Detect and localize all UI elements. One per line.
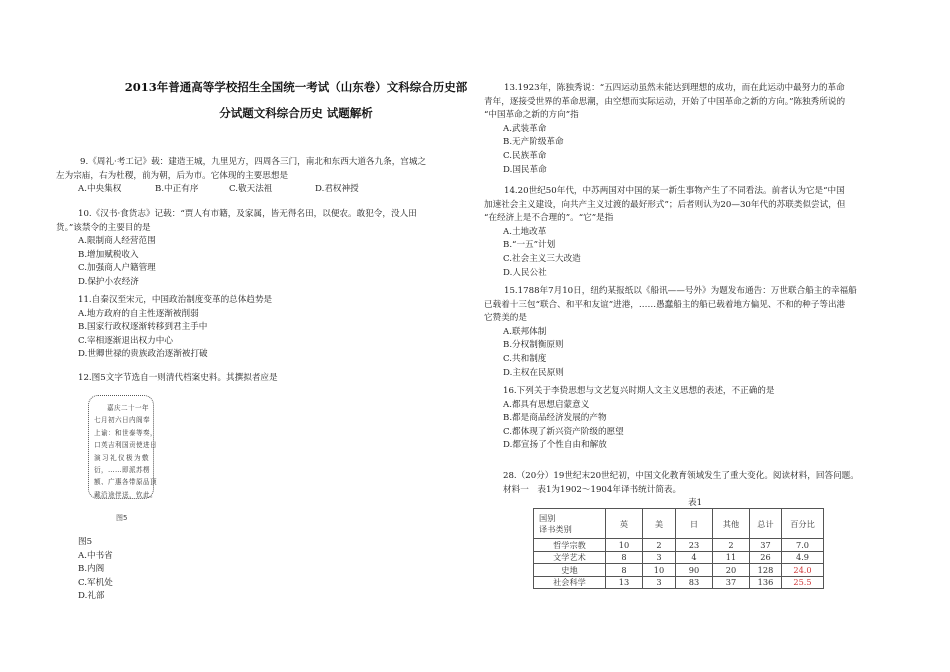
cell: 37: [713, 576, 750, 589]
option-d[interactable]: D.君权神授: [315, 184, 359, 195]
option-c[interactable]: C.都体现了新兴资产阶级的愿望: [503, 426, 624, 437]
row-category: 史地: [534, 564, 606, 577]
cell: 11: [713, 551, 750, 564]
row-category: 文学艺术: [534, 551, 606, 564]
option-b[interactable]: B.“一五”计划: [503, 240, 556, 251]
cell: 8: [606, 564, 643, 577]
column-header: 百分比: [782, 509, 824, 539]
option-c[interactable]: C.加强商人户籍管理: [78, 263, 156, 274]
question-14-options: [484, 226, 924, 280]
question-15-stem-line1: 15.1788年7月10日，纽约某报纸以《船讯——号外》为题发布通告：万世联合船主的幸福船: [504, 286, 857, 296]
cell: 83: [676, 576, 713, 589]
option-a[interactable]: A.中央集权: [78, 184, 122, 195]
question-10: [58, 208, 478, 290]
option-d[interactable]: D.人民公社: [503, 267, 547, 278]
figure-line: 戴沿途伴送，钦此。: [94, 490, 157, 499]
question-12-stem: 12.图5文字节选自一则清代档案史料。其撰拟者应是: [78, 373, 278, 383]
figure-line: 嘉庆二十一年: [107, 404, 149, 412]
question-28: [503, 470, 943, 497]
question-11: [78, 294, 478, 362]
cell: 2: [643, 539, 676, 552]
option-d[interactable]: D.礼部: [78, 591, 105, 602]
figure-5-caption: 图5: [116, 514, 128, 522]
cell: 10: [643, 564, 676, 577]
cell: 10: [606, 539, 643, 552]
question-9-options: [58, 183, 478, 197]
option-a[interactable]: A.都具有思想启蒙意义: [503, 399, 590, 410]
cell-percent: 4.9: [782, 551, 824, 564]
cell: 128: [750, 564, 782, 577]
question-28-stem-line2: 材料一 表1为1902～1904年译书统计简表。: [503, 484, 682, 495]
question-9-stem-line1: 9.《周礼·考工记》载：建造王城，九里见方，四周各三门，南北和东西大道各九条，宫城之: [80, 157, 427, 167]
document-title-line1: 2013年普通高等学校招生全国统一考试（山东卷）文科综合历史部: [124, 80, 468, 94]
cell: 90: [676, 564, 713, 577]
cell: 37: [750, 539, 782, 552]
column-header: 其他: [713, 509, 750, 539]
figure-line: 上谕：和世泰等奏，: [94, 428, 157, 437]
table-1-translated-books: [533, 508, 824, 589]
option-b[interactable]: B.都是商品经济发展的产物: [503, 413, 607, 424]
option-b[interactable]: B.分权制衡原则: [503, 340, 564, 351]
corner-top-label: 国别: [539, 512, 556, 523]
question-15-stem-line3: 它赞美的是: [484, 313, 527, 324]
column-header: 英: [606, 509, 643, 539]
option-b[interactable]: B.增加赋税收入: [78, 249, 139, 260]
option-c[interactable]: C.民族革命: [503, 150, 547, 161]
option-c[interactable]: C.军机处: [78, 577, 113, 588]
option-a[interactable]: A.土地改革: [503, 226, 547, 237]
option-c[interactable]: C.社会主义三大改造: [503, 253, 581, 264]
cell-percent: 7.0: [782, 539, 824, 552]
option-d[interactable]: D.国民革命: [503, 164, 547, 175]
cell: 3: [643, 576, 676, 589]
cell: 2: [713, 539, 750, 552]
figure-line: 口英吉利国贡使进日: [94, 441, 157, 450]
option-b[interactable]: B.无产阶级革命: [503, 137, 564, 148]
question-14-stem-line2: 加速社会主义建设，向共产主义过渡的最好形式”；后者则认为20—30年代的苏联类似尝试，但: [484, 199, 846, 210]
table-corner-cell: [534, 509, 606, 539]
option-d[interactable]: D.世卿世禄的贵族政治逐渐被打破: [78, 349, 208, 360]
figure-line: 七月初六日内阁奉: [94, 416, 150, 425]
cell: 26: [750, 551, 782, 564]
question-12-options: [78, 536, 278, 604]
cell: 20: [713, 564, 750, 577]
option-c[interactable]: C.宰相逐渐退出权力中心: [78, 335, 173, 346]
question-11-stem: 11.自秦汉至宋元，中国政治制度变革的总体趋势是: [78, 295, 273, 305]
figure-line: 衍，……即派苏楞: [94, 466, 150, 475]
question-15-stem-line2: 已载着十三包“联合、和平和友谊”进港，……愚蠢船主的船已载着地方偏见、不和的种子等出港: [484, 299, 846, 310]
row-category: 社会科学: [534, 576, 606, 589]
figure-5-archive-text: [88, 395, 157, 499]
question-15-options: [484, 326, 924, 380]
question-14: [484, 185, 924, 280]
table-row: [534, 576, 824, 589]
column-header: 日: [676, 509, 713, 539]
option-d[interactable]: D.都宣扬了个性自由和解放: [503, 440, 607, 451]
table-row: [534, 564, 824, 577]
table-row: [534, 551, 824, 564]
cell: 4: [676, 551, 713, 564]
question-13-stem-line2: 青年，逐接受世界的革命思潮，由空想而实际运动，开始了中国革命之新的方向。”陈独秀所说的: [484, 96, 846, 107]
figure-line: 额、广惠各带原品顶: [94, 478, 157, 487]
table-1-caption: 表1: [688, 498, 703, 508]
option-b[interactable]: B.中正有序: [155, 184, 199, 195]
row-category: 哲学宗教: [534, 539, 606, 552]
corner-bottom-label: 译书类别: [539, 523, 572, 534]
option-d[interactable]: D.保护小农经济: [78, 276, 139, 287]
figure-label: 图5: [78, 537, 93, 547]
question-10-options: [58, 235, 478, 289]
question-9-stem-line2: 左为宗庙，右为杜稷，前为朝，后为市。它体现的主要思想是: [56, 170, 289, 181]
column-header: 美: [643, 509, 676, 539]
option-b[interactable]: B.内阁: [78, 564, 105, 575]
option-a[interactable]: A.中书省: [78, 550, 113, 561]
question-13-options: [484, 123, 924, 177]
figure-line: 演习礼仪极为敷: [94, 453, 149, 462]
option-a[interactable]: A.武装革命: [503, 123, 547, 134]
cell: 3: [643, 551, 676, 564]
question-10-stem-line2: 货。”该禁令的主要目的是: [56, 222, 151, 233]
option-d[interactable]: D.主权在民原则: [503, 367, 564, 378]
option-c[interactable]: C.敬天法祖: [229, 184, 273, 195]
option-a[interactable]: A.联邦体制: [503, 326, 547, 337]
question-15: [484, 285, 924, 380]
question-10-stem-line1: 10.《汉书·食货志》记载：“贾人有市籍，及家属，皆无得名田，以便农。敢犯令，没人田: [78, 209, 417, 219]
question-13-stem-line3: “中国革命之新的方向”指: [484, 110, 579, 121]
cell-percent-highlighted: 25.5: [782, 576, 824, 589]
table-row: [534, 539, 824, 552]
cell-percent-highlighted: 24.0: [782, 564, 824, 577]
option-a[interactable]: A.地方政府的自主性逐渐被削弱: [78, 308, 199, 319]
cell: 13: [606, 576, 643, 589]
cell: 136: [750, 576, 782, 589]
document-title-line2: 分试题文科综合历史 试题解析: [219, 106, 373, 120]
question-9: [58, 156, 478, 197]
question-13: [484, 82, 924, 177]
table-header-row: [534, 509, 824, 539]
question-28-stem-line1: 28.（20分）19世纪末20世纪初，中国文化教育领域发生了重大变化。阅读材料，回答问题。: [503, 471, 859, 481]
cell: 23: [676, 539, 713, 552]
question-14-stem-line3: “在经济上是不合理的”。“它”是指: [484, 213, 614, 224]
option-b[interactable]: B.国家行政权逐渐转移到君主手中: [78, 322, 208, 333]
question-13-stem-line1: 13.1923年，陈独秀说：“五四运动虽然未能达到理想的成功，而在此运动中最努力的革命: [504, 83, 845, 93]
cell: 8: [606, 551, 643, 564]
option-a[interactable]: A.限制商人经营范围: [78, 236, 156, 247]
column-header: 总计: [750, 509, 782, 539]
question-14-stem-line1: 14.20世纪50年代，中苏两国对中国的某一新生事物产生了不同看法。前者认为它是“中国: [504, 186, 845, 196]
question-16: [503, 385, 923, 453]
option-c[interactable]: C.共和制度: [503, 353, 547, 364]
question-16-stem: 16.下列关于李贽思想与文艺复兴时期人文主义思想的表述，不正确的是: [503, 386, 775, 396]
